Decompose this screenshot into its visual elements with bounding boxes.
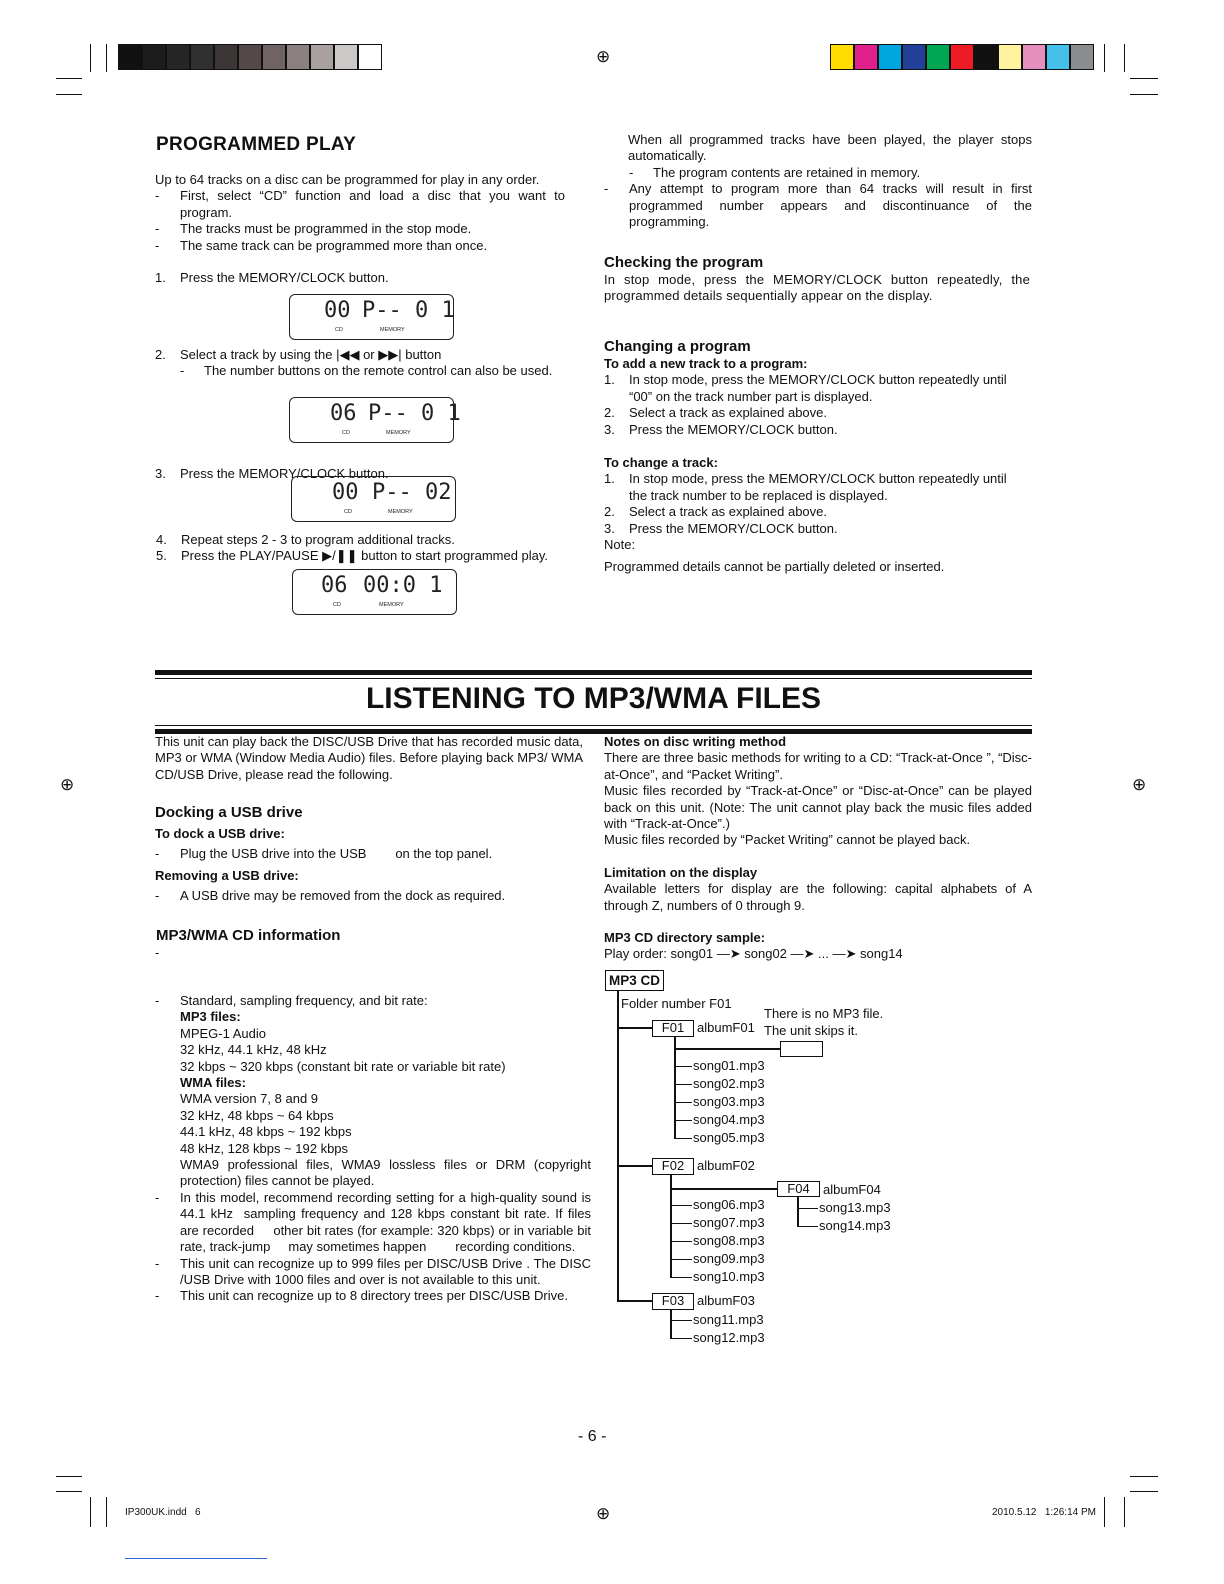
step-number: 1. xyxy=(155,270,166,285)
folder-box: F01 xyxy=(652,1020,694,1037)
lcd-memory-label: MEMORY xyxy=(386,430,411,436)
folder-note: Folder number F01 xyxy=(621,996,732,1011)
bullet: The same track can be programmed more than once. xyxy=(180,237,488,253)
info-bullet: This unit can recognize up to 999 files per DISC/USB Drive . The DISC /USB Drive with 1000 files and over is not available to this unit. xyxy=(180,1255,591,1287)
registration-target-icon: ⊕ xyxy=(596,1504,611,1523)
step-text: Select a track as explained above. xyxy=(629,405,828,421)
step-number: 5. xyxy=(156,548,167,564)
end-text: When all programmed tracks have been played, the player stops automatically. xyxy=(628,132,1032,164)
gray-swatch xyxy=(238,44,262,70)
lcd-memory-label: MEMORY xyxy=(388,509,413,515)
intro-text: Up to 64 tracks on a disc can be programmed for play in any order. xyxy=(155,172,540,187)
song-file: song01.mp3 xyxy=(693,1058,765,1073)
tree-root: MP3 CD xyxy=(605,970,664,991)
lcd-track: 06 xyxy=(330,401,357,426)
dir-title: MP3 CD directory sample: xyxy=(604,930,766,946)
manual-page: ⊕ ⊕ ⊕ ⊕ PROGRAMMED PLAY Up to 64 tracks on a disc can be programmed for play in any order. - First, select “CD” function and load a disc that you want to program. - The tracks must be programmed in the stop mode. - The same track can be programmed more than once. 1. Press the MEMORY/CLOCK button. 00 P-- 0 1 CD MEMORY 2. Select a track by using the |◀◀ or ▶▶| button - The number buttons on the remote control can also be used. 06 P-- 0 1 CD MEMORY 3. Press the MEMORY/CLOCK button. 00 P-- 02 CD MEMORY 4. Repeat steps 2 - 3 to program additional tracks. 5. Press the PLAY/PAUSE ▶/❚❚ button to start programmed play. 06 00:0 1 CD MEMORY When all programmed tracks have been played, the player stops automatically. - The program contents are retained in memory. - Any attempt to program more than 64 tracks will result in first programmed number appears and discontinuance of the programming. Checking the program In stop mode, press the MEMORY/CLOCK button repeatedly, the programmed details sequentially appear on the display. Changing a program To add a new track to a program: 1. In stop mode, press the MEMORY/CLOCK button repeatedly until “00” on the track number part is displayed. 2. Select a track as explained above. 3. Press the MEMORY/CLOCK button. To change a track: 1. In stop mode, press the MEMORY/CLOCK button repeatedly until the track number to be replaced is displayed. 2. Select a track as explained above. 3. Press the MEMORY/CLOCK button. Note: Programmed details cannot be partially deleted or inserted. LISTENING TO MP3/WMA FILES This unit can play back the DISC/USB Drive that has recorded music data, MP3 or WMA (Window Media Audio) files. Before playing back MP3/ WMA CD/USB Drive, please read the following. Docking a USB drive To dock a USB drive: - Plug the USB drive into the USB on the top panel. Removing a USB drive: - A USB drive may be removed from the dock as required. MP3/WMA CD information - - Standard, sampling frequency, and bit rate: MP3 files: MPEG-1 Audio 32 kHz, 44.1 kHz, 48 kHz 32 kbps ~ 320 kbps (constant bit rate or variable bit rate) WMA files: WMA version 7, 8 and 9 32 kHz, 48 kbps ~ 64 kbps 44.1 kHz, 48 kbps ~ 192 kbps 48 kHz, 128 kbps ~ 192 kbps WMA9 professional files, WMA9 lossless files or DRM (copyright protection) files cannot be played. - In this model, recommend recording setting for a high-quality sound is 44.1 kHz sampling frequency and 128 kbps constant bit rate. If files are recorded other bit rates (for example: 320 kbps) or in variable bit rate, track-jump may sometimes happen recording conditions. - This unit can recognize up to 999 files per DISC/USB Drive . The DISC /USB Drive with 1000 files and over is not available to this unit. - This unit can recognize up to 8 directory trees per DISC/USB Drive. Notes on disc writing method There are three basic methods for writing to a CD: “Track-at-Once ”, “Disc-at-Once”, and “Packet Writing”. Music files recorded by “Track-at-Once” or “Disc-at-Once” can be played back on this unit. (Note: The unit cannot play back the music files added with “Track-at-Once”.) Music files recorded by “Packet Writing” cannot be played back. Limitation on the display Available letters for display are the following: capital alphabets of A through Z, numbers of 0 through 9. MP3 CD directory sample: Play order: song01 —➤ song02 —➤ ... —➤ song14 MP3 CD Folder number F01 There is no MP3 file. The unit skips it. F01 albumF01 song01.mp3 song02.mp3 song03.mp3 song04.mp3 song05.mp3 F02 albumF02 F04 albumF04 song13.mp3 song14.mp3 song06.mp3 song07.mp3 song08.mp3 song09.mp3 song10.mp3 F03 albumF03 song11.mp3 song12.mp3 - 6 - IP300UK.indd 6 2010.5.12 1:26:14 PM xyxy=(0,0,1224,1584)
song-file: song12.mp3 xyxy=(693,1330,765,1345)
lcd-track: 00 xyxy=(332,480,359,505)
song-file: song04.mp3 xyxy=(693,1112,765,1127)
spec-line: WMA version 7, 8 and 9 xyxy=(180,1091,319,1107)
spec-line: WMA9 professional files, WMA9 lossless files or DRM (copyright protection) files cannot be played. xyxy=(180,1157,591,1189)
note-text: Programmed details cannot be partially deleted or inserted. xyxy=(604,559,945,575)
registration-target-icon: ⊕ xyxy=(1132,775,1147,794)
bullet: The tracks must be programmed in the stop mode. xyxy=(180,221,472,237)
step-text: Press the MEMORY/CLOCK button. xyxy=(180,466,389,482)
limit-text: Available letters for display are the following: capital alphabets of A through Z, numbers of 0 through 9. xyxy=(604,881,1032,913)
step-text: Press the PLAY/PAUSE ▶/❚❚ button to start programmed play. xyxy=(181,548,549,564)
remove-subtitle: Removing a USB drive: xyxy=(155,867,299,883)
lcd-memory-label: MEMORY xyxy=(380,327,405,333)
color-swatch xyxy=(950,44,974,70)
end-note: The program contents are retained in memory. xyxy=(653,164,921,180)
empty-folder-box xyxy=(780,1041,823,1057)
change-track-title: To change a track: xyxy=(604,455,718,471)
lcd-program: P-- 0 1 xyxy=(368,401,461,426)
limit-title: Limitation on the display xyxy=(604,864,758,880)
footer-date: 2010.5.12 1:26:14 PM xyxy=(992,1507,1096,1518)
folder-box: F03 xyxy=(652,1293,694,1310)
step-text: Press the MEMORY/CLOCK button. xyxy=(629,421,838,437)
mp3-files-label: MP3 files: xyxy=(180,1009,241,1025)
step-text: Press the MEMORY/CLOCK button. xyxy=(180,270,389,285)
mp3-intro: This unit can play back the DISC/USB Drive that has recorded music data, MP3 or WMA (Window Media Audio) files. Before playing back MP3/ WMA CD/USB Drive, please read the following. xyxy=(155,734,583,782)
gray-swatch xyxy=(118,44,142,70)
spec-line: 32 kHz, 44.1 kHz, 48 kHz xyxy=(180,1042,327,1058)
song-file: song13.mp3 xyxy=(819,1200,891,1215)
step-text: Select a track as explained above. xyxy=(629,504,828,520)
song-file: song09.mp3 xyxy=(693,1251,765,1266)
checking-title: Checking the program xyxy=(604,254,764,271)
gray-swatch xyxy=(358,44,382,70)
spec-line: MPEG-1 Audio xyxy=(180,1025,266,1041)
gray-swatch xyxy=(214,44,238,70)
info-bullet: Standard, sampling frequency, and bit rate: xyxy=(180,993,428,1008)
footer-file: IP300UK.indd 6 xyxy=(125,1507,201,1518)
lcd-display xyxy=(289,397,461,443)
color-swatch xyxy=(974,44,998,70)
mp3-section-banner xyxy=(155,670,1032,734)
notes-text: There are three basic methods for writing to a CD: “Track-at-Once ”, “Disc-at-Once”, and “Packet Writing”. xyxy=(604,750,1032,782)
skip-note: There is no MP3 file. xyxy=(764,1006,884,1021)
gray-swatch xyxy=(142,44,166,70)
step-number: 2. xyxy=(155,347,166,362)
notes-text: Music files recorded by “Packet Writing” cannot be played back. xyxy=(604,832,971,848)
dock-text: Plug the USB drive into the USB on the top panel. xyxy=(180,846,493,862)
step-number: 4. xyxy=(156,532,167,547)
song-file: song05.mp3 xyxy=(693,1130,765,1145)
step-text: Repeat steps 2 - 3 to program additional tracks. xyxy=(181,532,455,547)
gray-swatch xyxy=(334,44,358,70)
color-swatch xyxy=(878,44,902,70)
lcd-track: 06 xyxy=(321,573,348,598)
spec-line: 44.1 kHz, 48 kbps ~ 192 kbps xyxy=(180,1124,352,1140)
play-order: Play order: song01 —➤ song02 —➤ ... —➤ song14 xyxy=(604,946,903,962)
lcd-display xyxy=(292,569,457,615)
changing-title: Changing a program xyxy=(604,338,751,355)
wma-files-label: WMA files: xyxy=(180,1075,246,1091)
song-file: song02.mp3 xyxy=(693,1076,765,1091)
dock-subtitle: To dock a USB drive: xyxy=(155,826,285,841)
lcd-time: 00:0 1 xyxy=(363,573,443,598)
end-bullet: Any attempt to program more than 64 tracks will result in first programmed number appears and discontinuance of the programming. xyxy=(629,181,1032,230)
folder-box: F04 xyxy=(777,1181,820,1197)
notes-title: Notes on disc writing method xyxy=(604,734,787,749)
lcd-cd-label: CD xyxy=(333,602,341,608)
color-swatch xyxy=(1070,44,1094,70)
folder-box: F02 xyxy=(652,1158,694,1175)
note-label: Note: xyxy=(604,537,636,553)
step-text: In stop mode, press the MEMORY/CLOCK button repeatedly until “00” on the track number part is displayed. xyxy=(629,372,1007,404)
song-file: song06.mp3 xyxy=(693,1197,765,1212)
info-title: MP3/WMA CD information xyxy=(156,927,341,944)
song-file: song14.mp3 xyxy=(819,1218,891,1233)
bullet: First, select “CD” function and load a disc that you want to program. xyxy=(180,188,565,220)
color-swatch xyxy=(830,44,854,70)
spec-line: 32 kbps ~ 320 kbps (constant bit rate or variable bit rate) xyxy=(180,1058,506,1074)
folder-name: albumF01 xyxy=(697,1020,755,1035)
page-number: - 6 - xyxy=(578,1428,607,1445)
gray-swatch xyxy=(286,44,310,70)
folder-name: albumF02 xyxy=(697,1158,755,1173)
spec-line: 32 kHz, 48 kbps ~ 64 kbps xyxy=(180,1107,334,1123)
remove-text: A USB drive may be removed from the dock as required. xyxy=(180,888,506,904)
lcd-cd-label: CD xyxy=(342,430,350,436)
song-file: song11.mp3 xyxy=(693,1312,764,1327)
step-number: 3. xyxy=(155,466,166,482)
notes-text: Music files recorded by “Track-at-Once” or “Disc-at-Once” can be played back on this unit. (Note: The unit cannot play back the music files added with “Track-at-Once”.) xyxy=(604,783,1032,832)
gray-swatch xyxy=(190,44,214,70)
lcd-display xyxy=(291,476,456,522)
gray-swatch xyxy=(262,44,286,70)
registration-target-icon: ⊕ xyxy=(60,775,75,794)
gray-swatch xyxy=(310,44,334,70)
skip-note: The unit skips it. xyxy=(764,1023,858,1038)
info-bullet: In this model, recommend recording setting for a high-quality sound is 44.1 kHz sampling frequency and 128 kbps constant bit rate. If files are recorded other bit rates (for example: 320 kbps) or in variable bit rate, track-jump may sometimes happen recording conditions. xyxy=(180,1189,595,1255)
folder-name: albumF04 xyxy=(823,1182,881,1197)
mp3-section-title: LISTENING TO MP3/WMA FILES xyxy=(155,678,1032,726)
lcd-memory-label: MEMORY xyxy=(379,602,404,608)
checking-text: In stop mode, press the MEMORY/CLOCK button repeatedly, the programmed details sequentially appear on the display. xyxy=(604,272,1030,304)
gray-swatch xyxy=(166,44,190,70)
color-swatch xyxy=(1022,44,1046,70)
song-file: song07.mp3 xyxy=(693,1215,765,1230)
add-track-title: To add a new track to a program: xyxy=(604,356,808,371)
spec-line: 48 kHz, 128 kbps ~ 192 kbps xyxy=(180,1140,349,1156)
step-text: Select a track by using the |◀◀ or ▶▶| button xyxy=(180,347,442,362)
info-bullet: This unit can recognize up to 8 directory trees per DISC/USB Drive. xyxy=(180,1288,568,1304)
lcd-cd-label: CD xyxy=(335,327,343,333)
lcd-cd-label: CD xyxy=(344,509,352,515)
song-file: song08.mp3 xyxy=(693,1233,765,1248)
docking-title: Docking a USB drive xyxy=(155,804,303,821)
color-swatch xyxy=(902,44,926,70)
section-title: PROGRAMMED PLAY xyxy=(156,134,357,155)
lcd-display xyxy=(289,294,454,340)
step-text: Press the MEMORY/CLOCK button. xyxy=(629,520,838,536)
color-swatch xyxy=(926,44,950,70)
lcd-program: P-- 0 1 xyxy=(362,298,455,323)
color-swatch xyxy=(854,44,878,70)
lcd-program: P-- 02 xyxy=(372,480,452,505)
step-note: The number buttons on the remote control can also be used. xyxy=(204,363,553,379)
color-swatch xyxy=(1046,44,1070,70)
song-file: song10.mp3 xyxy=(693,1269,765,1284)
folder-name: albumF03 xyxy=(697,1293,755,1308)
lcd-track: 00 xyxy=(324,298,351,323)
step-text: In stop mode, press the MEMORY/CLOCK button repeatedly until the track number to be replaced is displayed. xyxy=(629,471,1007,503)
color-swatch xyxy=(998,44,1022,70)
registration-target-icon: ⊕ xyxy=(596,47,611,66)
song-file: song03.mp3 xyxy=(693,1094,765,1109)
